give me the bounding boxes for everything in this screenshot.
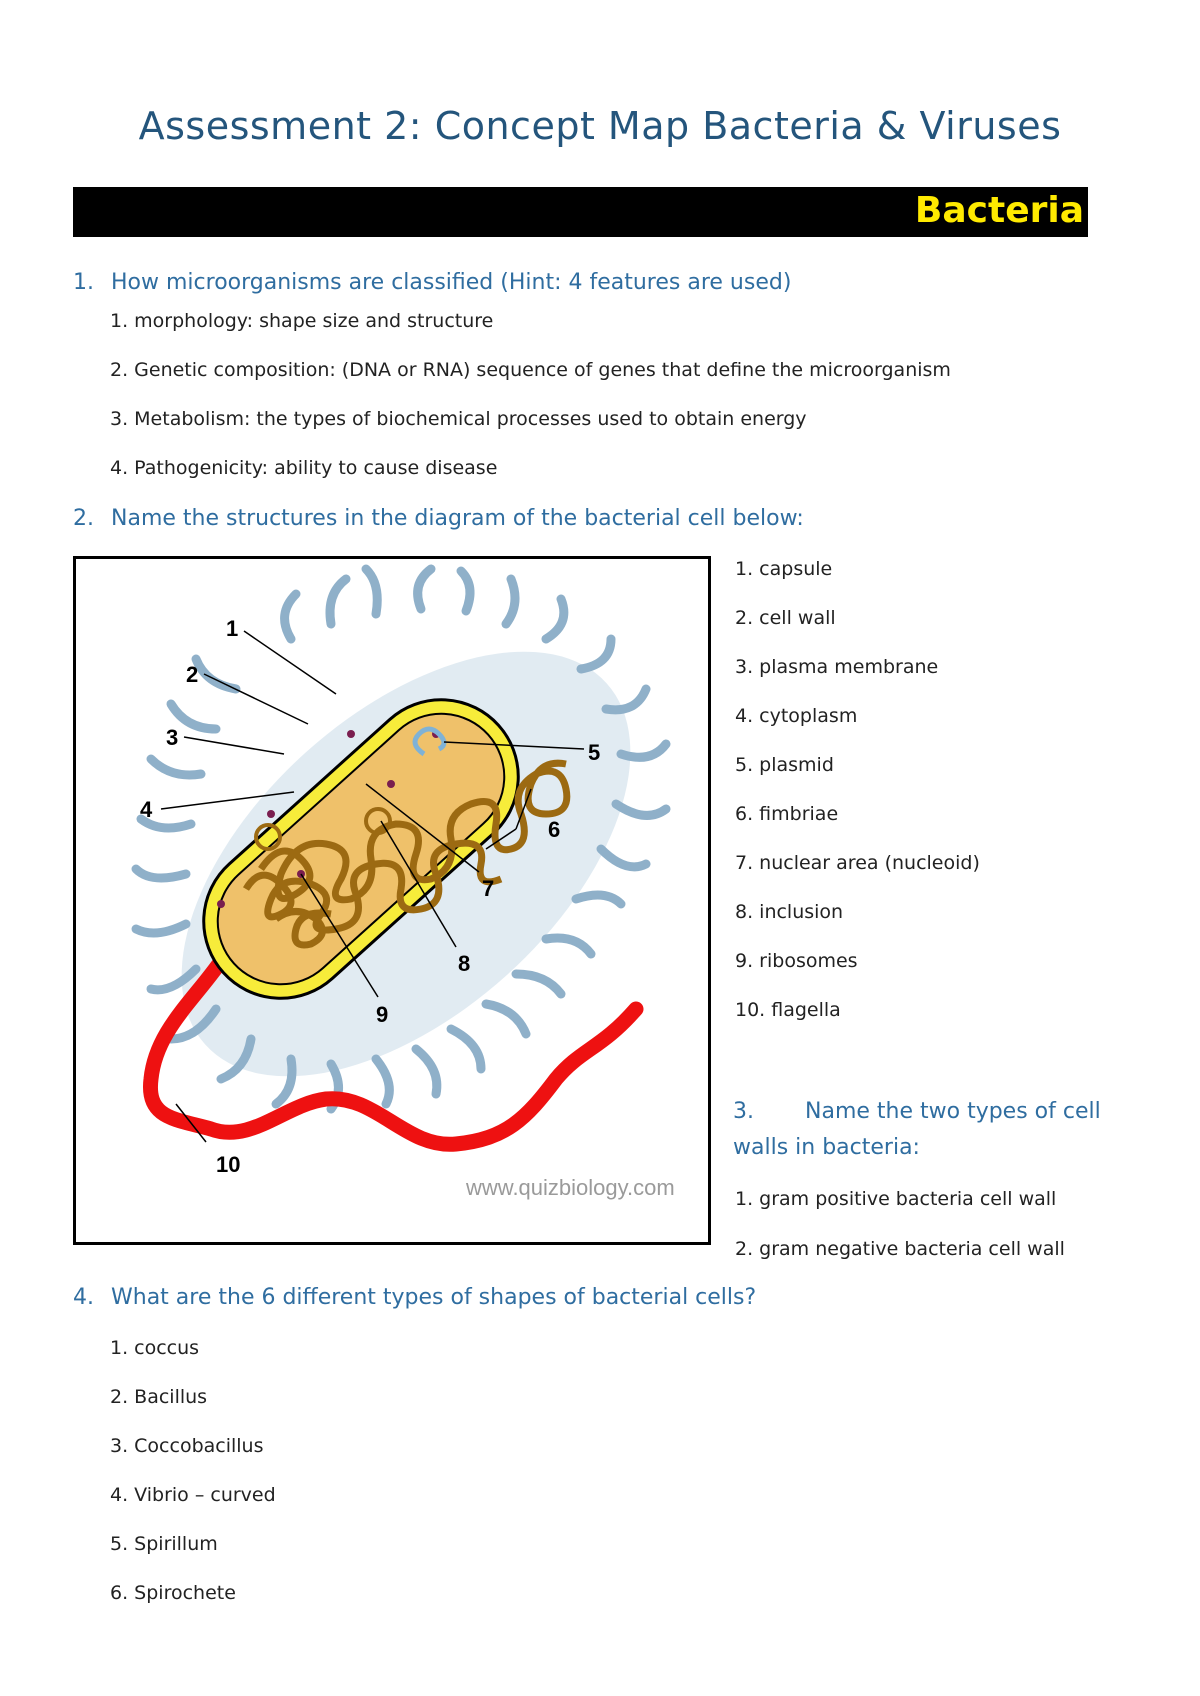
section-bar-label: Bacteria bbox=[914, 190, 1084, 231]
diagram-label-4: 4 bbox=[140, 797, 153, 822]
question-3-text: Name the two types of cell walls in bacteria: bbox=[733, 1099, 1101, 1160]
section-bar bbox=[73, 187, 1088, 237]
diagram-label-5: 5 bbox=[588, 740, 601, 765]
q2-answer-2: 2. cell wall bbox=[735, 607, 836, 629]
q2-answer-8: 8. inclusion bbox=[735, 901, 844, 923]
question-2-number: 2. bbox=[73, 506, 94, 531]
diagram-label-8: 8 bbox=[458, 951, 471, 976]
q2-answer-1: 1. capsule bbox=[735, 558, 833, 580]
q2-answer-9: 9. ribosomes bbox=[735, 950, 858, 972]
diagram-label-10: 10 bbox=[216, 1152, 241, 1177]
q2-answer-6: 6. fimbriae bbox=[735, 803, 839, 825]
diagram-label-3: 3 bbox=[166, 725, 179, 750]
watermark: www.quizbiology.com bbox=[466, 1175, 675, 1200]
q1-answer-2: 2. Genetic composition: (DNA or RNA) sequence of genes that define the microorganism bbox=[110, 359, 951, 381]
question-1 bbox=[73, 270, 791, 295]
diagram-label-1: 1 bbox=[226, 616, 239, 641]
page-title: Assessment 2: Concept Map Bacteria & Viruses bbox=[138, 104, 1062, 148]
q2-answer-3: 3. plasma membrane bbox=[735, 656, 939, 678]
q1-answer-3: 3. Metabolism: the types of biochemical processes used to obtain energy bbox=[110, 408, 807, 430]
diagram-label-6: 6 bbox=[548, 817, 561, 842]
q1-answer-1: 1. morphology: shape size and structure bbox=[110, 310, 494, 332]
q4-answer-4: 4. Vibrio – curved bbox=[110, 1484, 276, 1506]
question-4-text: What are the 6 different types of shapes of bacterial cells? bbox=[111, 1285, 757, 1310]
question-2-text: Name the structures in the diagram of the bacterial cell below: bbox=[111, 506, 804, 531]
q4-answer-6: 6. Spirochete bbox=[110, 1582, 236, 1604]
q2-answer-4: 4. cytoplasm bbox=[735, 705, 858, 727]
diagram-label-2: 2 bbox=[186, 662, 199, 687]
q2-answer-10: 10. flagella bbox=[735, 999, 841, 1021]
question-4 bbox=[73, 1285, 756, 1310]
q1-answer-4: 4. Pathogenicity: ability to cause disease bbox=[110, 457, 498, 479]
question-1-number: 1. bbox=[73, 270, 94, 295]
q4-answer-3: 3. Coccobacillus bbox=[110, 1435, 264, 1457]
question-3-number: 3. bbox=[733, 1099, 754, 1124]
q4-answer-1: 1. coccus bbox=[110, 1337, 200, 1359]
q2-answer-7: 7. nuclear area (nucleoid) bbox=[735, 852, 980, 874]
q3-answer-2: 2. gram negative bacteria cell wall bbox=[735, 1238, 1065, 1260]
question-4-number: 4. bbox=[73, 1285, 94, 1310]
diagram-label-9: 9 bbox=[376, 1002, 389, 1027]
bacterial-cell-diagram bbox=[73, 556, 711, 1245]
question-3 bbox=[733, 1094, 1133, 1166]
diagram-label-7: 7 bbox=[482, 876, 495, 901]
q3-answer-1: 1. gram positive bacteria cell wall bbox=[735, 1188, 1057, 1210]
question-1-text: How microorganisms are classified (Hint: 4 features are used) bbox=[111, 270, 792, 295]
bacterial-cell-svg bbox=[76, 559, 708, 1242]
q4-answer-5: 5. Spirillum bbox=[110, 1533, 218, 1555]
q4-answer-2: 2. Bacillus bbox=[110, 1386, 208, 1408]
question-2 bbox=[73, 506, 804, 531]
q2-answer-5: 5. plasmid bbox=[735, 754, 834, 776]
